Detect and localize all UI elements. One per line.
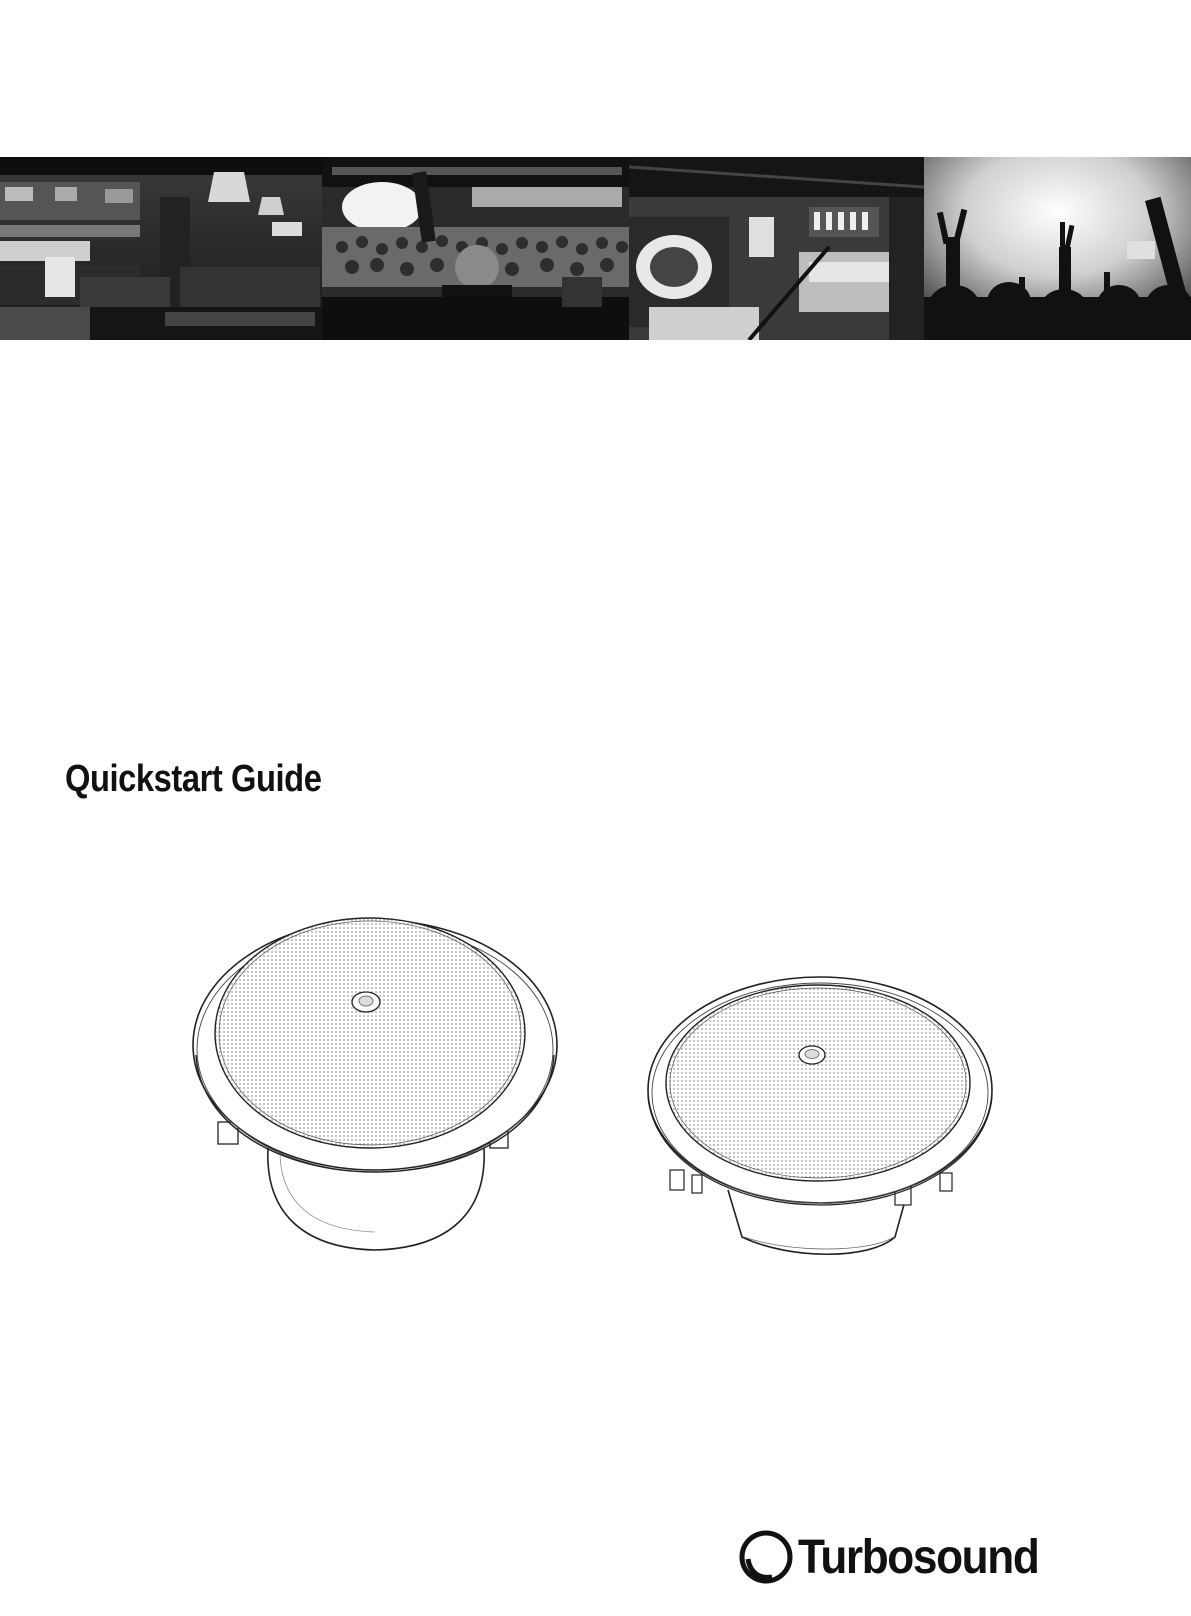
turbosound-logo-icon — [738, 1529, 794, 1585]
page-title: Quickstart Guide — [65, 758, 322, 800]
ceiling-speaker-shallow-illustration — [640, 975, 1000, 1275]
lounge-bar-photo — [0, 157, 322, 340]
concert-crowd-photo — [924, 157, 1191, 340]
nightclub-crowd-photo — [322, 157, 629, 340]
photo-banner — [0, 157, 1191, 340]
ceiling-speaker-deep-can-illustration — [190, 910, 570, 1270]
club-interior-photo — [629, 157, 924, 340]
brand-name: Turbosound — [798, 1530, 1039, 1584]
turbosound-logo — [738, 1527, 1059, 1587]
